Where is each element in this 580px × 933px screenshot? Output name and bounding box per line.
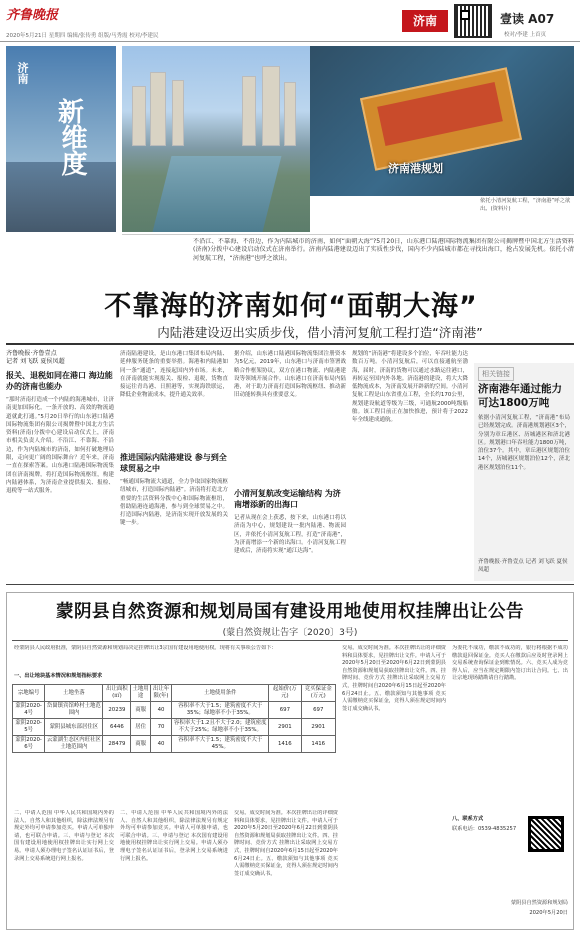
land-parcel-table [12,684,336,753]
table-title: 一、出让地块基本情况和规划指标要求 [14,673,103,679]
building [284,82,296,146]
building [172,80,184,146]
col-header: 土地使用条件 [172,685,269,702]
announcement-mid-text: 交易。成交时间为准。本次挂牌出让的详细资料和具体要求，见挂牌出让文件。申请人可于2020年5月20日至2020年6月22日到蒙阴县自然资源和规划局获取挂牌出让文件。四、挂牌时间、竞价方式 挂牌出让采取网上交易方式，挂牌时间自2020年6月15日起至2020年6月24日止。五、缴款须知与其他事项 竞买人需缴纳竞买保证金，竞得人须在规定时间内签订成交确认书。 [342,645,446,712]
announcement-title: 蒙阴县自然资源和规划局国有建设用地使用权挂牌出让公告 [56,602,524,622]
river-city-photo [122,46,310,232]
col-header: 竞买保证金(万元) [301,685,336,702]
cell: 20239 [103,702,131,719]
announcement-right-text: 为委托不成功，缴款不成功的，银行将根据不成功缴款退回保证金。竞买人在缴款后应及时登录网上交易系统查询保证金到账情况。六、竞买人成为竞得人后，应当在规定期限内签订出让合同。七、出让宗地现场踏勘请自行踏勘。 [452,645,568,682]
cell: 40 [150,736,172,753]
cell: 40 [150,702,172,719]
cell: 容积率不大于1.5；建筑密度不大于35%；绿地率不小于35%。 [172,702,269,719]
col-header: 土地用途 [131,685,150,702]
cell: 蒙阴县城东部居住区 [45,719,103,736]
cell: 岱崮镇宾馆岭村土地范围内 [45,702,103,719]
cell: 6446 [103,719,131,736]
intro-paragraph: 不沿江、不靠海、不沿边，作为内陆城市的济南，如何“面朝大海”?5月20日，山东港口陆港国际物流集团有限公司揭牌暨中国北方生活资料(济南)分拨中心建设启动仪式在济南举行。济南内陆港建设迈出了实质性步伐，国内不少内陆城市都在寻找出海口，抢占发展先机。依托小清河复航工程，“济南港”也呼之欲出。 [192,238,574,280]
cell: 1416 [269,736,301,753]
related-link-byline: 齐鲁晚报·齐鲁壹点 记者 刘飞跃 夏侯凤超 [478,559,568,574]
cell: 蒙阴2020-5号 [13,719,45,736]
cell: 70 [150,719,172,736]
banner-small-label: 济南 [16,62,29,84]
column-3-text-2: 记者从现在会上获悉，按下来，山东港口将以济南为中心，规划建设一批内陆港、物流园区，并依托小清河复航工程，打造“济南港”，为济南增添一个新的出海口。小清河复航工程建成后，济南将实现“通江达海”。 [234,515,346,555]
table-row [13,736,336,753]
cell: 28479 [103,736,131,753]
building [132,86,146,146]
column-3-subhead: 小清河复航改变运输结构 为济南增添新的出海口 [234,489,341,509]
article-column-2 [120,350,228,580]
column-3-text: 据介绍，山东港口陆港国际物流集团注册资本为5亿元，2019年，山东港口与济南市签署战略合作框架协议，双方在港口物流、内陆港建设等领域开展合作。山东港口在济南布局内陆港，对于助力济南打造国际物流枢纽、推动新旧动能转换具有重要意义。 [234,351,346,399]
photo-caption: 依托小清河复航工程，“济南港”呼之欲出。(资料片) [480,198,571,212]
related-link-tag: 相关链接 [478,367,514,381]
byline-reporters: 记者 刘飞跃 夏侯凤超 [6,358,65,365]
col-header: 起始价(万元) [269,685,301,702]
intro-divider [122,234,574,235]
port-label: 济南港规划 [388,162,443,175]
building [242,76,256,146]
cell: 云蒙湖生态区内旺社区土地范围内 [45,736,103,753]
header-date-line: 2020年5月21日 星期四 编辑/张传勇 组版/马秀霞 校对/李建民 [6,33,159,39]
cell: 居住 [131,719,150,736]
section-tag: 济南 [402,10,448,32]
col-header: 出让面积(㎡) [103,685,131,702]
cell: 容积率大于1.2且不大于2.0；建筑密度不大于25%；绿地率不小于35%。 [172,719,269,736]
cell: 蒙阴2020-6号 [13,736,45,753]
announcement-left-text-2: 二、中请人范围 中华人民共和国境内外的法人、自然人和其他组织，除法律法规另有规定外均可申请参加竞买。申请人可单独申请，也可联合申请。三、申请与登记 本次国有建设用地使用权挂牌出让实行网上交易。申请人须办理电子签名认证证书后，登录网上交易系统进行网上报名。 [120,810,228,862]
banner-title-2: 维度 [57,124,87,176]
issuer: 蒙阴县自然资源和规划局 [510,900,568,906]
cell: 蒙阴2020-4号 [13,702,45,719]
cell: 商服 [131,702,150,719]
cell: 2901 [301,719,336,736]
cell: 2901 [269,719,301,736]
table-header-row [13,685,336,702]
article-column-4 [352,350,468,578]
column-4-text: 规划的“济南港”将建设多个泊位，年吞吐能力达数百万吨。小清河复航后，可以直接通航至渤海，届时，济南的货物可以通过水路运往港口，再转运至国内外各地。济南港的建设，将大大降低物流成本，为济南发展开辟新的空间。小清河复航工程是山东省重点工程，全长约170公里，规划建设航道等级为三级，可通航2000吨级船舶。该工程目前正在加快推进，预计将于2022年全线建成通航。 [352,351,468,424]
page-number: 壹读 A07 [500,12,555,26]
column-2-subhead: 推进国际内陆港建设 参与到全球贸易之中 [120,453,227,473]
page-editor: 校对/李建 上首页 [504,32,547,38]
contact-phone: 联系电话：0539-4835257 [452,826,517,832]
announcement-left-text: 二、中请人范围 中华人民共和国境内外的法人、自然人和其他组织，除法律法规另有规定外均可申请参加竞买。申请人可单独申请，也可联合申请。三、申请与登记 本次国有建设用地使用权挂牌出让实行网上交易。申请人须办理电子签名认证证书后，登录网上交易系统进行网上报名。 [14,810,114,862]
section-divider [6,584,574,585]
headline-rule [6,343,574,345]
table-row [13,702,336,719]
col-header: 土地坐落 [45,685,103,702]
byline [6,350,65,366]
headline: 不靠海的济南如何“面朝大海” [104,291,478,322]
announcement-rule [12,640,568,641]
subheadline: 内陆港建设迈出实质步伐，借小清河复航工程打造“济南港” [157,325,483,340]
col-header: 宗地编号 [13,685,45,702]
article-column-1 [6,370,114,574]
river [153,156,282,232]
issue-date: 2020年5月20日 [529,910,568,916]
table-row [13,719,336,736]
qr-finder-icon [460,10,470,20]
header-divider [0,41,580,42]
contact-title: 八、联系方式 [452,816,484,822]
byline-source: 齐鲁晚报·齐鲁壹点 [6,350,57,357]
building [262,66,280,146]
building [150,72,166,146]
cell: 容积率不大于1.5；建筑密度不大于45%。 [172,736,269,753]
announcement-subtitle: (蒙自然资规让告字〔2020〕3号) [222,628,358,638]
cell: 697 [269,702,301,719]
article-column-3 [234,350,346,584]
masthead-logo: 齐鲁晚报 [6,8,59,23]
announcement-mid-text-lower: 交易。成交时间为准。本次挂牌出让的详细资料和具体要求，见挂牌出让文件。申请人可于2020年5月20日至2020年6月22日到蒙阴县自然资源和规划局获取挂牌出让文件。四、挂牌时间、竞价方式 挂牌出让采取网上交易方式，挂牌时间自2020年6月15日起至2020年6月24日止。五、缴款须知与其他事项 竞买人需缴纳竞买保证金，竞得人须在规定时间内签订成交确认书。 [234,810,338,877]
col-header: 出让年限(年) [150,685,172,702]
qr-code-icon [528,816,564,852]
related-link-title: 济南港年通过能力可达1800万吨 [478,383,562,409]
column-1-subhead: 报关、退税如同在港口 海边能办的济南也能办 [6,371,113,391]
column-1-text: “那时济南打造成一个内陆的海港城市，让济南更加国际化，一条开放的、高效的物流通道就此打通。”5月20日举行的山东港口陆港国际物流集团有限公司揭牌暨中国北方生活资料(济南)分拨中心建设启动仪式上，济南市相关负责人介绍。不沿江、不靠海、不沿边，作为内陆城市的济南，如何打破地理局限，走向更广阔的国际舞台？近年来，济南一直在探索答案。山东港口陆港国际物流集团在济南揭牌，将打造国际物流枢纽，构建内陆港体系，为济南企业提供报关、报检、退税等一站式服务。 [6,397,114,495]
cell: 1416 [301,736,336,753]
column-2-text-2: “畅通国际物流大通道，全力争取国家物流枢纽城市，打造国际内陆港”。济南将打造北方重要的生活资料分拨中心和国际物流枢纽，借助陆港连通海港，参与到全球贸易之中。打造国际内陆港，是济南实现开放发展的关键一步。 [120,479,228,527]
column-2-text: 济南陆港建设，是山东港口集团布局内陆、延伸服务链条的重要举措。海港和内陆港如同一条“通道”，连接起国内外市场。未来，在济南就能实现报关、报检、退税，货物直接运往青岛港、日照港等，实现海铁联运，降低企业物流成本，提升通关效率。 [120,351,228,399]
announcement-intro: 经蒙阴县人民政府批准，蒙阴县自然资源和规划局决定挂牌出让3宗国有建设用地使用权。现将有关事项公告如下： [14,645,277,651]
banner-title-1: 新 [58,98,86,128]
cell: 商服 [131,736,150,753]
cell: 697 [301,702,336,719]
related-link-text: 依据小清河复航工程，“济南港”布局已经规划完成。济南港规划港区3个，分别为章丘港区、历城港区和济北港区。规划港口年吞吐能力1800万吨，泊位37个。其中，章丘港区规划泊位14个，历城港区规划泊位12个，济北港区规划泊位11个。 [478,415,570,471]
